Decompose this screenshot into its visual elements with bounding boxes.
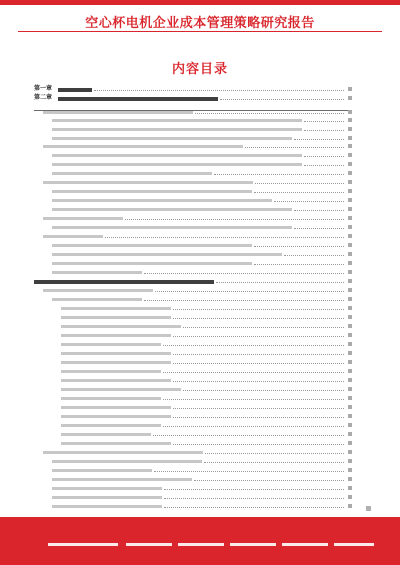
toc-entry-text [61, 388, 181, 391]
toc-entry-text [52, 478, 192, 481]
toc-leader-dots [254, 246, 344, 247]
toc-page-number [348, 110, 352, 114]
toc-page-number [348, 450, 352, 454]
toc-entry-row [34, 422, 352, 429]
toc-leader-dots [205, 453, 344, 454]
toc-entry-text [61, 370, 161, 373]
toc-leader-dots [183, 390, 344, 391]
toc-leader-dots [173, 417, 344, 418]
toc-entry-row [34, 476, 352, 483]
toc-entry-row [34, 503, 352, 510]
toc-entry-row [34, 135, 352, 142]
toc-page-number [348, 360, 352, 364]
toc-leader-dots [304, 130, 344, 131]
toc-page-number [348, 504, 352, 508]
toc-chapter-row [34, 278, 352, 285]
toc-entry-row [34, 467, 352, 474]
toc-entry-row [34, 170, 352, 177]
toc-entry-text [52, 271, 142, 274]
toc-entry-text [34, 280, 214, 284]
toc-chapter-label: 第一章 [34, 85, 53, 92]
toc-entry-text [52, 172, 212, 175]
header-accent-bar [0, 0, 400, 5]
toc-page-number [348, 180, 352, 184]
toc-page-number [348, 288, 352, 292]
toc-page-number [348, 306, 352, 310]
toc-entry-text [61, 424, 161, 427]
toc-page-number [348, 162, 352, 166]
toc-page-number [348, 225, 352, 229]
toc-entry-row [34, 215, 352, 222]
toc-entry-text [52, 253, 282, 256]
toc-page-number [348, 315, 352, 319]
toc-entry-text [52, 460, 202, 463]
toc-page-number [348, 243, 352, 247]
toc-entry-text [61, 397, 161, 400]
toc-entry-text [52, 119, 302, 122]
toc-leader-dots [204, 462, 344, 463]
toc-entry-row [34, 287, 352, 294]
toc-leader-dots [144, 300, 344, 301]
footer-text-placeholder [0, 541, 400, 545]
toc-page-number [348, 477, 352, 481]
toc-entry-text [43, 111, 193, 114]
toc-entry-text [61, 406, 171, 409]
toc-leader-dots [254, 192, 344, 193]
toc-leader-dots [255, 183, 344, 184]
toc-page-number [348, 144, 352, 148]
toc-leader-dots [195, 113, 344, 114]
toc-entry-text [61, 334, 171, 337]
toc-chapter-row [34, 95, 352, 102]
toc-page-number [348, 405, 352, 409]
toc-entry-text [61, 316, 171, 319]
toc-leader-dots [173, 363, 344, 364]
toc-leader-dots [164, 489, 344, 490]
toc-entry-row [34, 323, 352, 330]
report-title: 空心杯电机企业成本管理策略研究报告 [85, 16, 315, 31]
toc-entry-text [43, 181, 253, 184]
toc-entry-row [34, 109, 352, 116]
toc-page-number [348, 396, 352, 400]
toc-entry-text [52, 505, 162, 508]
toc-entry-row [34, 260, 352, 267]
toc-page-number [348, 441, 352, 445]
toc-entry-text [61, 442, 171, 445]
toc-entry-row [34, 233, 352, 240]
toc-entry-text [52, 469, 152, 472]
toc-entry-row [34, 386, 352, 393]
toc-chapter-row [34, 86, 352, 93]
toc-page-number [348, 351, 352, 355]
toc-leader-dots [94, 90, 344, 91]
toc-entry-text [61, 433, 151, 436]
toc-page-number [348, 468, 352, 472]
toc-leader-dots [284, 255, 344, 256]
toc-leader-dots [304, 156, 344, 157]
toc-entry-text [43, 289, 153, 292]
toc-entry-text [61, 379, 171, 382]
toc-entry-text [61, 325, 181, 328]
toc-entry-row [34, 305, 352, 312]
toc-entry-row [34, 377, 352, 384]
toc-leader-dots [164, 498, 344, 499]
toc-entry-text [52, 262, 252, 265]
toc-entry-text [52, 137, 292, 140]
toc-page-number [348, 216, 352, 220]
toc-leader-dots [144, 273, 344, 274]
toc-entry-row [34, 251, 352, 258]
toc-leader-dots [173, 408, 344, 409]
toc-page-number [348, 198, 352, 202]
header-rule [18, 31, 382, 32]
page-number [366, 506, 371, 511]
toc-page-number [348, 136, 352, 140]
footer-text-segment [126, 543, 172, 546]
toc-page-number [348, 342, 352, 346]
toc-entry-text [52, 496, 162, 499]
toc-entry-text [43, 235, 103, 238]
toc-entry-text [61, 361, 171, 364]
toc-leader-dots [153, 435, 344, 436]
toc-entry-text [52, 244, 252, 247]
toc-leader-dots [294, 139, 344, 140]
toc-leader-dots [154, 471, 344, 472]
toc-leader-dots [173, 381, 344, 382]
toc-page-number [348, 423, 352, 427]
toc-leader-dots [173, 336, 344, 337]
toc-leader-dots [245, 147, 344, 148]
footer-text-segment [230, 543, 276, 546]
toc-leader-dots [254, 264, 344, 265]
toc-entry-row [34, 359, 352, 366]
toc-page-number [348, 387, 352, 391]
toc-page-number [348, 96, 352, 100]
toc-entry-row [34, 117, 352, 124]
toc-page-number [348, 432, 352, 436]
toc-entry-text [52, 154, 302, 157]
footer-text-segment [334, 543, 374, 546]
toc-page-number [348, 127, 352, 131]
toc-leader-dots [164, 507, 344, 508]
toc-leader-dots [173, 309, 344, 310]
toc-entry-text [43, 145, 243, 148]
toc-page-number [348, 261, 352, 265]
toc-entry-row [34, 332, 352, 339]
toc-entry-text [52, 298, 142, 301]
toc-entry-text [58, 88, 92, 92]
toc-entry-text [43, 217, 123, 220]
footer-text-segment [282, 543, 328, 546]
toc-entry-row [34, 494, 352, 501]
toc-entry-row [34, 440, 352, 447]
toc-leader-dots [163, 372, 344, 373]
toc-entry-row [34, 395, 352, 402]
toc-page-number [348, 234, 352, 238]
toc-entry-row [34, 161, 352, 168]
toc-entry-text [52, 199, 272, 202]
toc-leader-dots [194, 480, 344, 481]
toc-entry-row [34, 126, 352, 133]
toc-page-number [348, 118, 352, 122]
toc-page-number [348, 153, 352, 157]
toc-leader-dots [155, 291, 344, 292]
toc-entry-row [34, 485, 352, 492]
toc-entry-text [61, 415, 171, 418]
toc-leader-dots [163, 399, 344, 400]
toc-entry-row [34, 179, 352, 186]
toc-entry-text [61, 307, 171, 310]
toc-leader-dots [274, 201, 344, 202]
report-footer [0, 517, 400, 565]
toc-entry-text [61, 352, 171, 355]
toc-entry-row [34, 413, 352, 420]
toc-leader-dots [173, 444, 344, 445]
toc-entry-row [34, 224, 352, 231]
footer-text-segment [48, 543, 118, 546]
toc-entry-row [34, 314, 352, 321]
toc-entry-row [34, 458, 352, 465]
toc-entry-text [52, 208, 292, 211]
footer-text-segment [178, 543, 224, 546]
toc-leader-dots [216, 282, 344, 283]
toc-entry-row [34, 152, 352, 159]
toc-leader-dots [304, 121, 344, 122]
toc-entry-row [34, 449, 352, 456]
toc-page-number [348, 324, 352, 328]
toc-entry-text [52, 163, 302, 166]
toc-entry-row [34, 404, 352, 411]
toc-leader-dots [105, 237, 344, 238]
toc-leader-dots [183, 327, 344, 328]
toc-page-number [348, 189, 352, 193]
toc-entry-text [61, 343, 161, 346]
toc-page-number [348, 369, 352, 373]
toc-entry-text [52, 128, 302, 131]
toc-page-number [348, 87, 352, 91]
toc-entry-row [34, 296, 352, 303]
toc-page-number [348, 495, 352, 499]
toc-page-number [348, 207, 352, 211]
toc-leader-dots [163, 426, 344, 427]
toc-entry-row [34, 188, 352, 195]
toc-leader-dots [125, 219, 344, 220]
toc-entry-row [34, 341, 352, 348]
toc-entry-row [34, 197, 352, 204]
toc-entry-text [52, 487, 162, 490]
toc-page-number [348, 297, 352, 301]
toc-leader-dots [294, 228, 344, 229]
toc-entry-row [34, 431, 352, 438]
toc-leader-dots [214, 174, 344, 175]
toc-page-number [348, 459, 352, 463]
toc-chapter-label: 第二章 [34, 94, 53, 101]
toc-entry-text [58, 97, 218, 101]
toc-entry-row [34, 206, 352, 213]
toc-page-number [348, 270, 352, 274]
toc-page-number [348, 333, 352, 337]
toc-entry-text [52, 226, 292, 229]
toc-entry-text [43, 451, 203, 454]
toc-page-number [348, 252, 352, 256]
toc-entry-row [34, 350, 352, 357]
toc-title: 内容目录 [171, 62, 228, 77]
toc-entry-row [34, 143, 352, 150]
toc-page-number [348, 414, 352, 418]
toc-page-number [348, 171, 352, 175]
toc-entry-row [34, 242, 352, 249]
toc-leader-dots [173, 354, 344, 355]
toc-entry-text [52, 190, 252, 193]
toc-page-number [348, 279, 352, 283]
toc-leader-dots [304, 165, 344, 166]
toc-leader-dots [220, 99, 344, 100]
toc-leader-dots [163, 345, 344, 346]
toc-page-number [348, 486, 352, 490]
toc-entry-row [34, 368, 352, 375]
toc-page-number [348, 378, 352, 382]
toc-entry-row [34, 269, 352, 276]
toc-leader-dots [173, 318, 344, 319]
report-header [0, 0, 400, 34]
toc-leader-dots [294, 210, 344, 211]
